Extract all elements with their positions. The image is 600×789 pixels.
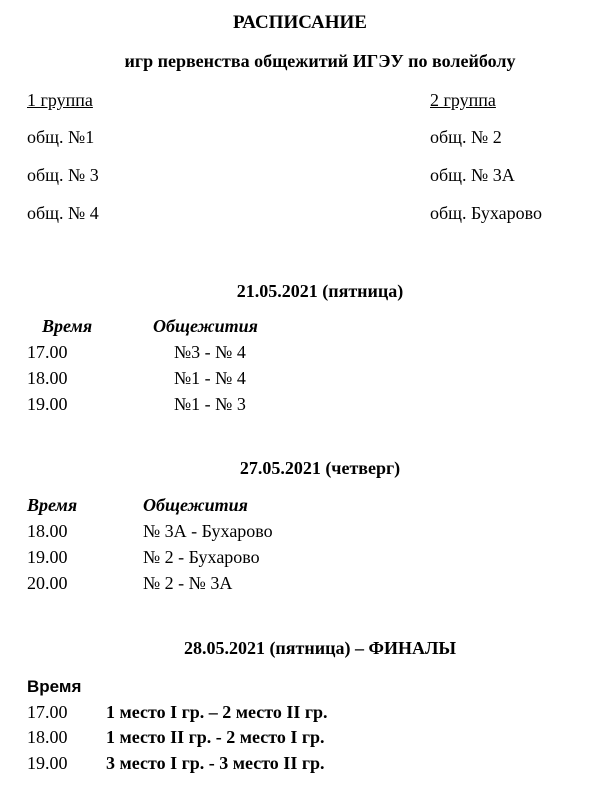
game-teams: № 2 - Бухарово xyxy=(143,547,260,567)
group-1-header: 1 группа xyxy=(27,90,93,110)
day-3-time-header: Время xyxy=(27,677,82,696)
game-time: 19.00 xyxy=(27,753,68,773)
page-title: РАСПИСАНИЕ xyxy=(233,12,367,33)
game-time: 18.00 xyxy=(27,368,68,388)
group-2-member: общ. № 2 xyxy=(430,127,502,147)
game-teams: № 3А - Бухарово xyxy=(143,521,273,541)
game-time: 17.00 xyxy=(27,702,68,722)
group-1-member: общ. №1 xyxy=(27,127,95,147)
game-teams: 1 место II гр. - 2 место I гр. xyxy=(106,727,325,747)
page-subtitle: игр первенства общежитий ИГЭУ по волейболу xyxy=(124,51,516,71)
group-1-member: общ. № 3 xyxy=(27,165,99,185)
game-teams: 1 место I гр. – 2 место II гр. xyxy=(106,702,328,722)
day-2-date: 27.05.2021 (четверг) xyxy=(239,458,401,478)
game-time: 20.00 xyxy=(27,573,68,593)
game-teams: №1 - № 4 xyxy=(174,368,246,388)
day-2-teams-header: Общежития xyxy=(143,495,248,515)
game-teams: №3 - № 4 xyxy=(174,342,246,362)
game-time: 17.00 xyxy=(27,342,68,362)
game-time: 19.00 xyxy=(27,394,68,414)
game-time: 18.00 xyxy=(27,727,68,747)
game-time: 18.00 xyxy=(27,521,68,541)
day-3-date: 28.05.2021 (пятница) – ФИНАЛЫ xyxy=(183,638,457,658)
day-1-teams-header: Общежития xyxy=(153,316,258,336)
game-teams: 3 место I гр. - 3 место II гр. xyxy=(106,753,325,773)
group-2-member: общ. Бухарово xyxy=(430,203,543,223)
day-2-time-header: Время xyxy=(27,495,78,515)
group-2-member: общ. № 3А xyxy=(430,165,515,185)
game-time: 19.00 xyxy=(27,547,68,567)
day-1-date: 21.05.2021 (пятница) xyxy=(236,281,404,301)
game-teams: № 2 - № 3А xyxy=(143,573,233,593)
day-1-time-header: Время xyxy=(42,316,93,336)
group-2-header: 2 группа xyxy=(430,90,496,110)
game-teams: №1 - № 3 xyxy=(174,394,246,414)
group-1-member: общ. № 4 xyxy=(27,203,99,223)
